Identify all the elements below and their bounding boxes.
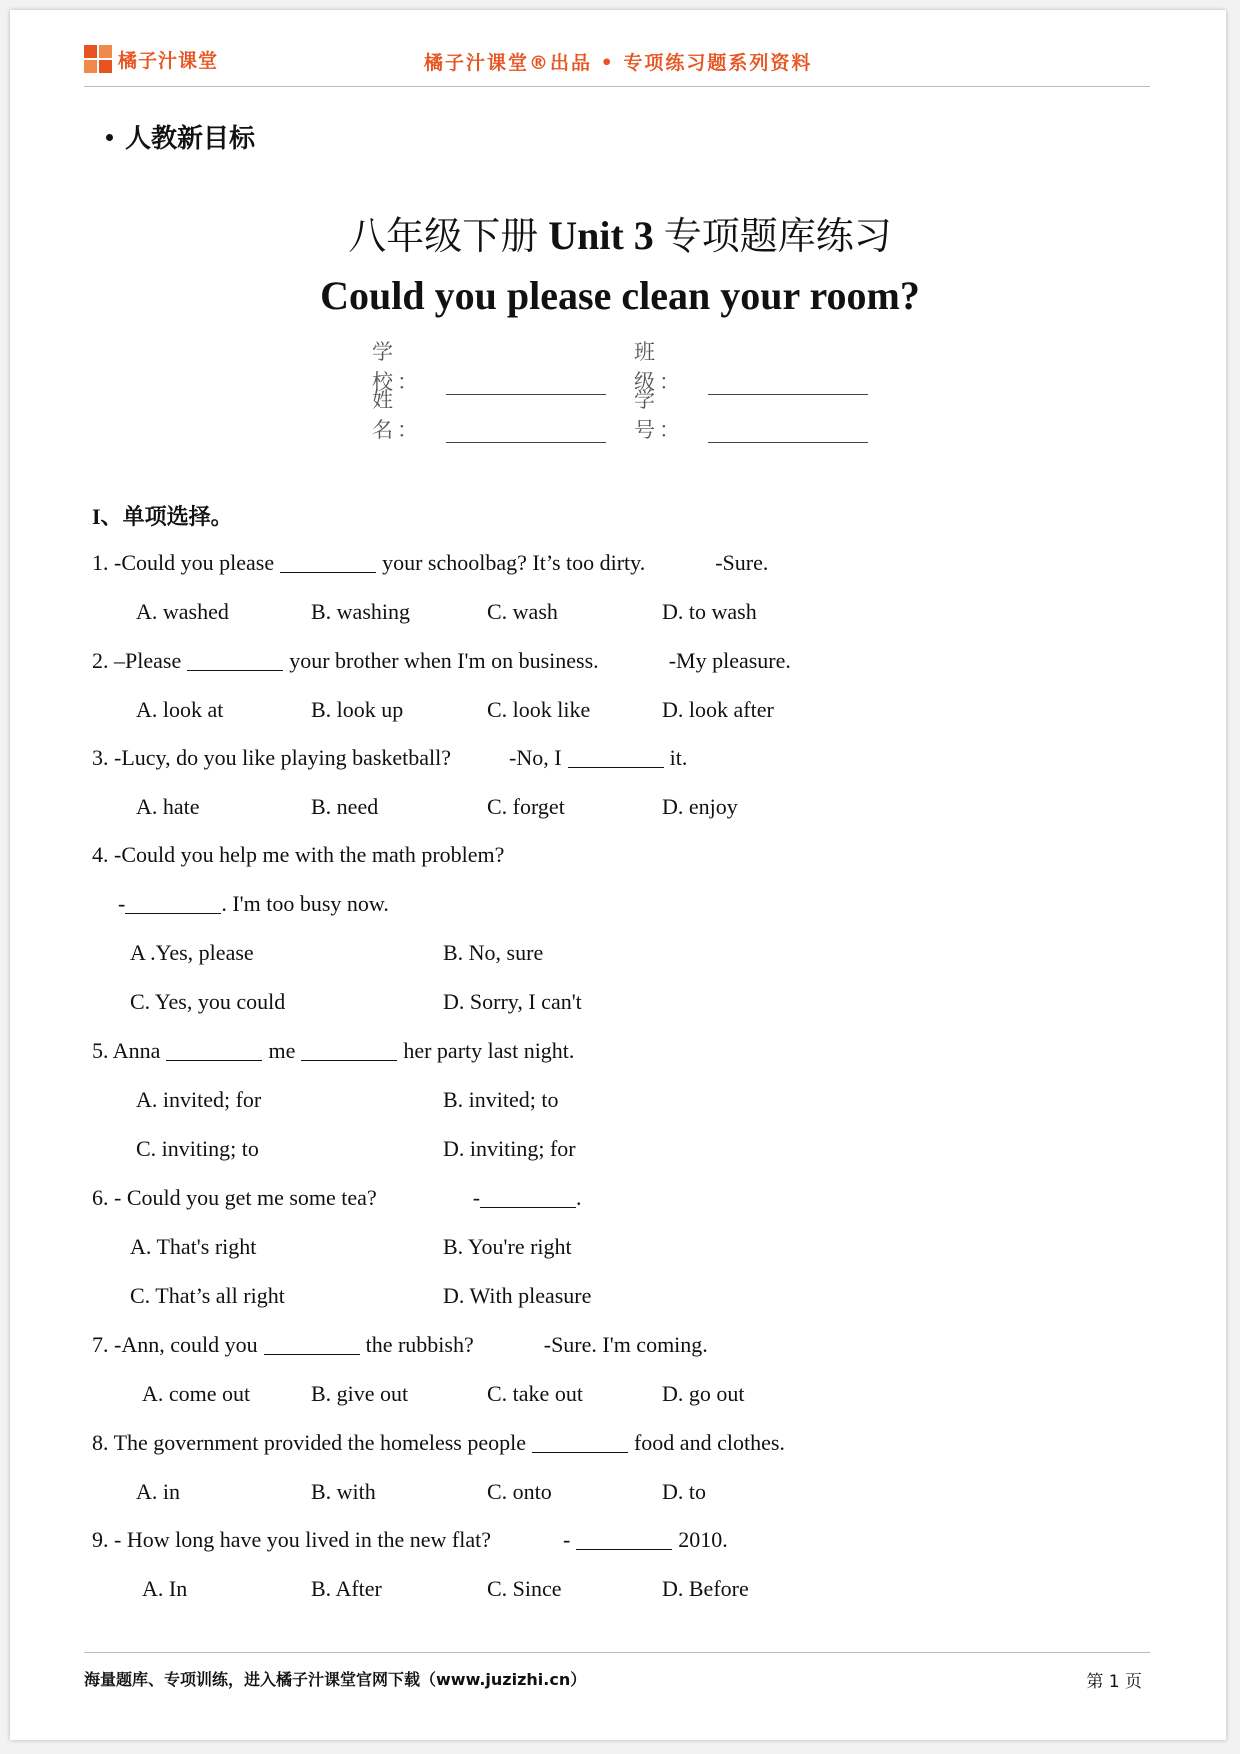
page-title bbox=[0, 205, 1240, 260]
option-c[interactable]: C. forget bbox=[487, 794, 565, 819]
option-c[interactable]: C. Yes, you could bbox=[130, 989, 286, 1014]
answer-blank[interactable] bbox=[480, 1187, 576, 1208]
option-c[interactable]: C. look like bbox=[487, 697, 591, 722]
footer-promo: 海量题库、专项训练，进入橘子汁课堂官网下载（www.juzizhi.cn） bbox=[84, 1670, 587, 1689]
title-grade: 八年级下册 bbox=[348, 214, 539, 258]
edition-tag bbox=[106, 118, 255, 155]
title-practice: 专项题库练习 bbox=[663, 214, 892, 258]
option-c[interactable]: C. wash bbox=[487, 599, 558, 624]
answer-blank[interactable] bbox=[532, 1432, 628, 1453]
question-7: 7. -Ann, could you the rubbish? -Sure. I'm coming. bbox=[92, 1332, 708, 1357]
student-info bbox=[372, 336, 872, 442]
option-b[interactable]: B. washing bbox=[311, 599, 410, 624]
question-9: 9. - How long have you lived in the new flat? - 2010. bbox=[92, 1527, 728, 1552]
question-8: 8. The government provided the homeless people food and clothes. bbox=[92, 1430, 785, 1455]
option-d[interactable]: D. to wash bbox=[662, 599, 757, 624]
option-d[interactable]: D. Sorry, I can't bbox=[443, 989, 582, 1014]
option-b[interactable]: B. with bbox=[311, 1479, 376, 1504]
question-4-reply: - . I'm too busy now. bbox=[118, 891, 389, 916]
option-b[interactable]: B. look up bbox=[311, 697, 404, 722]
option-d[interactable]: D. Before bbox=[662, 1576, 749, 1601]
logo-text: 橘子汁课堂 bbox=[118, 49, 219, 72]
bullet-icon bbox=[106, 134, 113, 141]
option-a[interactable]: A. That's right bbox=[130, 1234, 257, 1259]
option-a[interactable]: A. in bbox=[136, 1479, 180, 1504]
section-heading: I、单项选择。 bbox=[92, 504, 233, 530]
question-3: 3. -Lucy, do you like playing basketball? -No, I it. bbox=[92, 745, 688, 770]
option-c[interactable]: C. That’s all right bbox=[130, 1283, 285, 1308]
edition-label: 人教新目标 bbox=[125, 124, 256, 154]
page-subtitle: Could you please clean your room? bbox=[320, 273, 920, 318]
school-field[interactable]: 学校： bbox=[372, 336, 606, 396]
title-unit: Unit 3 bbox=[538, 213, 664, 258]
answer-blank[interactable] bbox=[125, 893, 221, 914]
class-field[interactable]: 班级： bbox=[634, 336, 868, 396]
option-b[interactable]: B. invited; to bbox=[443, 1087, 559, 1112]
answer-blank[interactable] bbox=[187, 650, 283, 671]
option-c[interactable]: C. onto bbox=[487, 1479, 552, 1504]
option-c[interactable]: C. take out bbox=[487, 1381, 583, 1406]
name-field[interactable]: 姓名： bbox=[372, 384, 606, 444]
answer-blank[interactable] bbox=[568, 747, 664, 768]
page-number: 第 1 页 bbox=[1086, 1672, 1142, 1692]
option-d[interactable]: D. look after bbox=[662, 697, 774, 722]
option-a[interactable]: A. come out bbox=[142, 1381, 251, 1406]
option-a[interactable]: A. hate bbox=[136, 794, 200, 819]
brand-logo bbox=[84, 44, 218, 74]
option-d[interactable]: D. With pleasure bbox=[443, 1283, 592, 1308]
option-d[interactable]: D. inviting; for bbox=[443, 1136, 576, 1161]
answer-blank[interactable] bbox=[280, 552, 376, 573]
document-page bbox=[10, 10, 1226, 1740]
option-b[interactable]: B. need bbox=[311, 794, 379, 819]
page-footer bbox=[84, 1652, 1150, 1693]
question-4: 4. -Could you help me with the math problem? bbox=[92, 842, 505, 867]
option-d[interactable]: D. go out bbox=[662, 1381, 745, 1406]
page-header bbox=[84, 40, 1150, 87]
option-b[interactable]: B. After bbox=[311, 1576, 382, 1601]
option-c[interactable]: C. Since bbox=[487, 1576, 562, 1601]
option-d[interactable]: D. enjoy bbox=[662, 794, 738, 819]
option-a[interactable]: A. washed bbox=[136, 599, 229, 624]
option-d[interactable]: D. to bbox=[662, 1479, 706, 1504]
header-title: 橘子汁课堂®出品 • 专项练习题系列资料 bbox=[424, 52, 813, 74]
answer-blank[interactable] bbox=[576, 1529, 672, 1550]
option-c[interactable]: C. inviting; to bbox=[136, 1136, 259, 1161]
answer-blank[interactable] bbox=[166, 1040, 262, 1061]
option-a[interactable]: A .Yes, please bbox=[130, 940, 254, 965]
option-b[interactable]: B. give out bbox=[311, 1381, 409, 1406]
option-a[interactable]: A. invited; for bbox=[136, 1087, 262, 1112]
answer-blank[interactable] bbox=[301, 1040, 397, 1061]
number-field[interactable]: 学号： bbox=[634, 384, 868, 444]
option-a[interactable]: A. look at bbox=[136, 697, 224, 722]
question-2: 2. –Please your brother when I'm on business. -My pleasure. bbox=[92, 648, 791, 673]
question-1: 1. -Could you please your schoolbag? It’s too dirty. -Sure. bbox=[92, 550, 769, 575]
option-b[interactable]: B. No, sure bbox=[443, 940, 544, 965]
answer-blank[interactable] bbox=[264, 1334, 360, 1355]
option-b[interactable]: B. You're right bbox=[443, 1234, 572, 1259]
logo-icon bbox=[84, 45, 112, 73]
question-6: 6. - Could you get me some tea? - . bbox=[92, 1185, 582, 1210]
question-5: 5. Anna me her party last night. bbox=[92, 1038, 575, 1063]
option-a[interactable]: A. In bbox=[142, 1576, 188, 1601]
